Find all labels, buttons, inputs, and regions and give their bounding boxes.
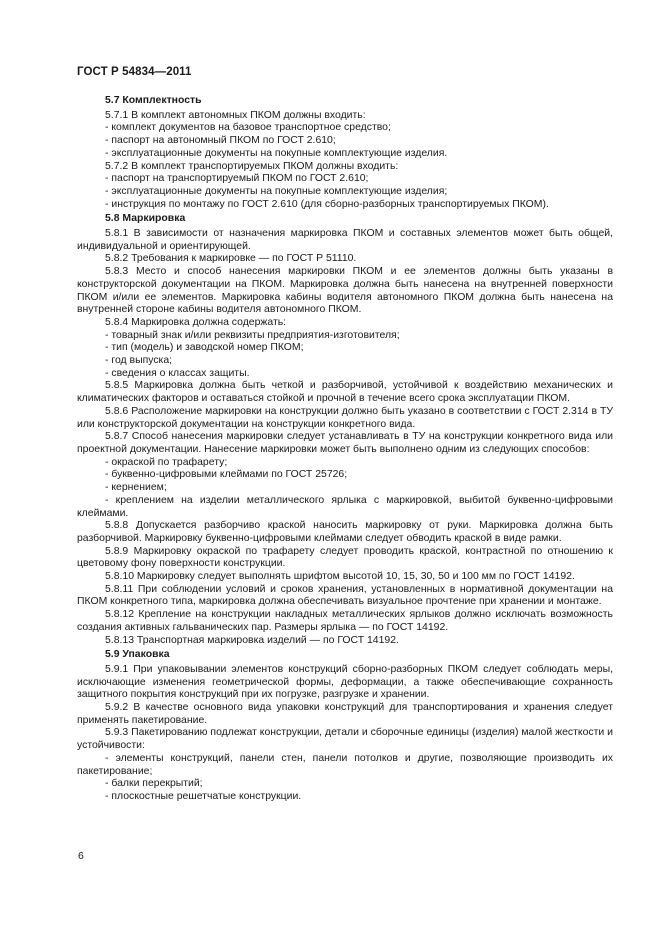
list-item: - тип (модель) и заводской номер ПКОМ; (105, 342, 304, 354)
list-item: - балки перекрытий; (105, 778, 203, 790)
paragraph: 5.8.3 Место и способ нанесения маркировки ПКОМ и ее элементов должны быть указаны в конструкторской документации на ПКОМ. Маркировка должна быть нанесена на внутренней поверхности ПКОМ и/или ее элементов. Маркировка кабины водителя автономного ПКОМ должна быть нанесена на внутренней стороне кабины водителя автономного ПКОМ. (77, 266, 613, 316)
list-item: - креплением на изделии металлического ярлыка с маркировкой, выбитой буквенно-цифровыми клеймами. (77, 494, 613, 519)
list-item: - товарный знак и/или реквизиты предприятия-изготовителя; (105, 329, 400, 341)
paragraph: 5.8.10 Маркировку следует выполнять шрифтом высотой 10, 15, 30, 50 и 100 мм по ГОСТ 14192. (105, 571, 575, 583)
list-item: - окраской по трафарету; (105, 456, 228, 468)
paragraph: 5.8.1 В зависимости от назначения маркировка ПКОМ и составных элементов может быть общей, индивидуальной и ориентирующей. (77, 228, 613, 252)
section-heading: 5.7 Комплектность (105, 95, 202, 106)
paragraph: 5.8.4 Маркировка должна содержать: (105, 316, 287, 328)
list-item: - год выпуска; (105, 355, 173, 367)
paragraph: 5.8.13 Транспортная маркировка изделий — по ГОСТ 14192. (105, 634, 399, 646)
paragraph: 5.7.2 В комплект транспортируемых ПКОМ должны входить: (105, 160, 399, 172)
list-item: - комплект документов на базовое транспортное средство; (105, 122, 391, 134)
paragraph: 5.8.9 Маркировку окраской по трафарету следует проводить краской, контрастной по отношению к цветовому фону поверхности конструкции. (77, 545, 613, 570)
document-header: ГОСТ Р 54834—2011 (77, 66, 192, 78)
list-item: - элементы конструкций, панели стен, панели потолков и другие, позволяющие производить их пакетирование; (77, 752, 613, 777)
list-item: - плоскостные решетчатые конструкции. (105, 790, 302, 802)
paragraph: 5.8.11 При соблюдении условий и сроков хранения, установленных в нормативной документации на ПКОМ конкретного типа, маркировка должна обеспечивать визуальное прочтение при хранении и монтаже. (77, 583, 613, 608)
paragraph: 5.8.8 Допускается разборчиво краской наносить маркировку от руки. Маркировка должна быть разборчивой. Маркировку буквенно-цифровыми клеймами следует обводить краской в виде рамки. (77, 520, 613, 544)
paragraph: 5.7.1 В комплект автономных ПКОМ должны входить: (105, 109, 366, 121)
paragraph: 5.8.12 Крепление на конструкции накладных металлических ярлыков должно исключать возможность создания активных гальванических пар. Размеры ярлыка — по ГОСТ 14192. (77, 609, 613, 633)
section-heading: 5.8 Маркировка (105, 213, 186, 225)
list-item: - сведения о классах защиты. (105, 367, 250, 379)
document-body (77, 93, 613, 804)
list-item: - эксплуатационные документы на покупные комплектующие изделия. (105, 147, 448, 159)
section-heading: 5.9 Упаковка (105, 649, 170, 661)
list-item: - буквенно-цифровыми клеймами по ГОСТ 25726; (105, 469, 348, 481)
paragraph: 5.8.6 Расположение маркировки на конструкции должно быть указано в соответствии с ГОСТ 2.314 в ТУ или конструкторской документации на конструкции конкретного вида. (77, 405, 613, 430)
list-item: - паспорт на транспортируемый ПКОМ по ГОСТ 2.610; (105, 173, 369, 185)
paragraph: 5.8.7 Способ нанесения маркировки следует устанавливать в ТУ на конструкции конкретного вида или проектной документации. Нанесение маркировки может быть выполнено одним из следующих способов: (77, 431, 613, 455)
page-number: 6 (78, 850, 84, 862)
list-item: - кернением; (105, 482, 167, 494)
paragraph: 5.9.1 При упаковывании элементов конструкций сборно-разборных ПКОМ следует соблюдать меры, исключающие изменения геометрической формы, деформации, а также обеспечивающие сохранность защитного покрытия конструкций при их погрузке, разгрузке и хранении. (77, 663, 613, 701)
paragraph: 5.9.3 Пакетированию подлежат конструкции, детали и сборочные единицы (изделия) малой жесткости и устойчивости: (77, 727, 613, 752)
paragraph: 5.8.5 Маркировка должна быть четкой и разборчивой, устойчивой к воздействию механических и климатических факторов и оставаться стойкой и прочной в течение всего срока эксплуатации ПКОМ. (77, 380, 613, 405)
list-item: - паспорт на автономный ПКОМ по ГОСТ 2.610; (105, 135, 336, 147)
paragraph: 5.8.2 Требования к маркировке — по ГОСТ Р 51110. (105, 253, 357, 265)
paragraph: 5.9.2 В качестве основного вида упаковки конструкций для транспортирования и хранения следует применять пакетирование. (77, 702, 613, 726)
list-item: - эксплуатационные документы на покупные комплектующие изделия; (105, 185, 448, 197)
list-item: - инструкция по монтажу по ГОСТ 2.610 (для сборно-разборных транспортируемых ПКОМ). (105, 198, 549, 210)
